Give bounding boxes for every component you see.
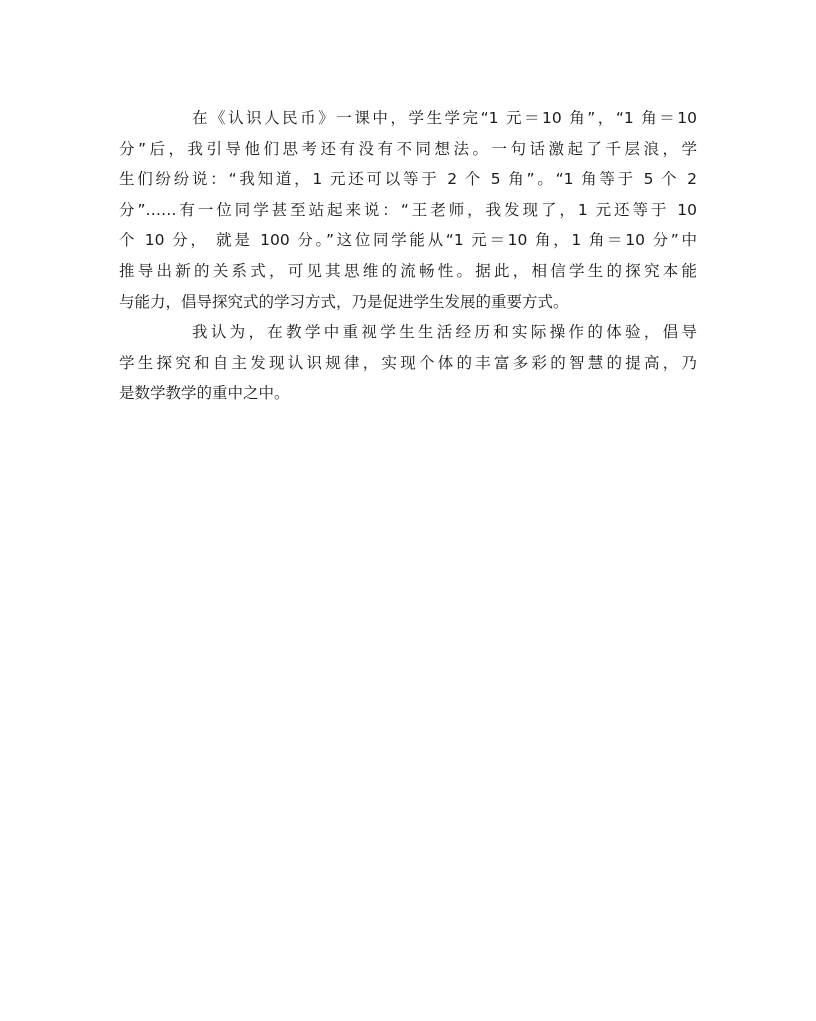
paragraph-1 (119, 103, 697, 317)
paragraph-line: 生们纷纷说：“我知道，1 元还可以等于 2 个 5 角”。“1 角等于 5 个 2 (119, 170, 697, 189)
paragraph-line: 推导出新的关系式，可见其思维的流畅性。据此，相信学生的探究本能 (119, 261, 697, 280)
paragraph-line: 与能力，倡导探究式的学习方式，乃是促进学生发展的重要方式。 (119, 292, 569, 311)
paragraph-line: 个 10 分， 就是 100 分。”这位同学能从“1 元＝10 角，1 角＝10 分”中 (119, 231, 697, 250)
paragraph-line: 在《认识人民币》一课中，学生学完“1 元＝10 角”，“1 角＝10 (192, 109, 697, 127)
paragraph-line: 是数学教学的重中之中。 (119, 384, 290, 403)
paragraph-2 (119, 317, 697, 409)
paragraph-line: 学生探究和自主发现认识规律，实现个体的丰富多彩的智慧的提高，乃 (119, 353, 697, 372)
paragraph-line: 我认为，在教学中重视学生生活经历和实际操作的体验，倡导 (192, 323, 697, 342)
document-body (119, 103, 697, 409)
paragraph-line: 分”后，我引导他们思考还有没有不同想法。一句话激起了千层浪，学 (119, 139, 697, 158)
paragraph-line: 分”……有一位同学甚至站起来说：“王老师，我发现了，1 元还等于 10 (119, 200, 697, 219)
